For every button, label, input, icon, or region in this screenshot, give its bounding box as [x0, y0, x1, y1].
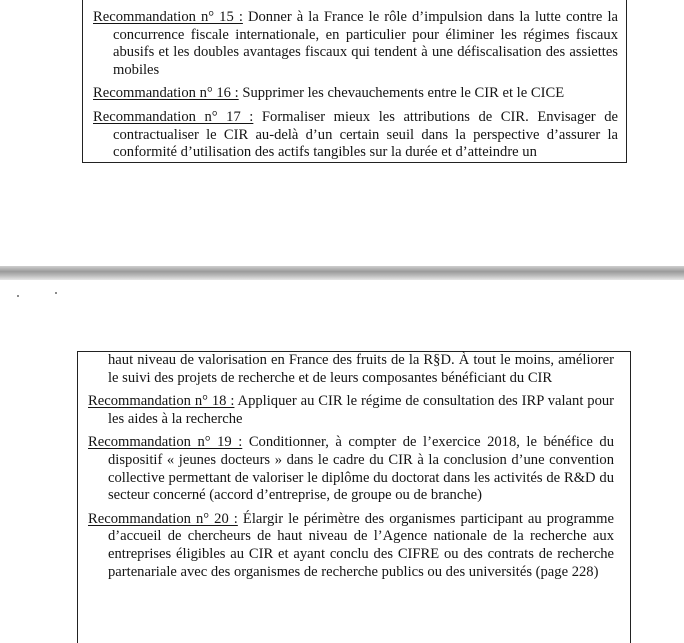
recommendation-16 — [93, 85, 618, 103]
recommendation-18 — [88, 393, 614, 428]
recommendation-text: Supprimer les chevauchements entre le CIR et le CICE — [242, 85, 565, 102]
document-page-top — [0, 0, 684, 266]
recommendation-19 — [88, 434, 614, 504]
recommendation-17-continuation: haut niveau de valorisation en France des fruits de la R§D. À tout le moins, améliorer le suivi des projets de recherche et de leurs composantes bénéficiant du CIR — [108, 352, 614, 386]
recommendation-text: Appliquer au CIR le régime de consultation des IRP valant pour les aides à la recherche — [108, 393, 615, 427]
recommendation-text: Donner à la France le rôle d’impulsion dans la lutte contre la concurrence fiscale internationale, en particulier pour éliminer les régimes fiscaux abusifs et les doubles avantages fiscaux qui tendent à une défiscalisation des assiettes mobiles — [113, 9, 619, 78]
recommendation-20 — [88, 511, 614, 581]
recommendation-label: Recommandation n° 15 : — [93, 9, 243, 25]
scan-speck — [17, 295, 19, 297]
recommendation-label: Recommandation n° 20 : — [88, 510, 238, 527]
scan-speck — [55, 292, 57, 294]
recommendation-text: Conditionner, à compter de l’exercice 2018, le bénéfice du dispositif « jeunes docteurs » dans le cadre du CIR à la conclusion d’une convention collective permettant de valoriser le diplôme du doctorat dans les activités de R&D du secteur concerné (accord d’entreprise, de groupe ou de branche) — [108, 434, 614, 504]
recommendation-17 — [93, 109, 618, 162]
recommendation-text: Élargir le périmètre des organismes participant au programme d’accueil de chercheurs de haut niveau de l’Agence nationale de la recherche aux entreprises éligibles au CIR et ayant conclu des CIFRE ou des contrats de recherche partenariale avec des organismes de recherche publics ou des universités (page 228) — [108, 510, 614, 580]
recommendation-list-top — [93, 9, 618, 168]
recommendation-text: Formaliser mieux les attributions de CIR. Envisager de contractualiser le CIR au-delà d’un certain seuil dans la perspective d’assurer la conformité d’utilisation des actifs tangibles sur la durée et d’atteindre un — [113, 108, 618, 161]
recommendation-label: Recommandation n° 19 : — [88, 434, 243, 451]
page-separator — [0, 266, 684, 280]
recommendation-list-bottom — [88, 352, 614, 587]
recommendation-label: Recommandation n° 16 : — [93, 85, 239, 102]
recommendation-label: Recommandation n° 17 : — [93, 108, 254, 125]
recommendation-15 — [93, 9, 618, 79]
recommendation-label: Recommandation n° 18 : — [88, 393, 235, 410]
